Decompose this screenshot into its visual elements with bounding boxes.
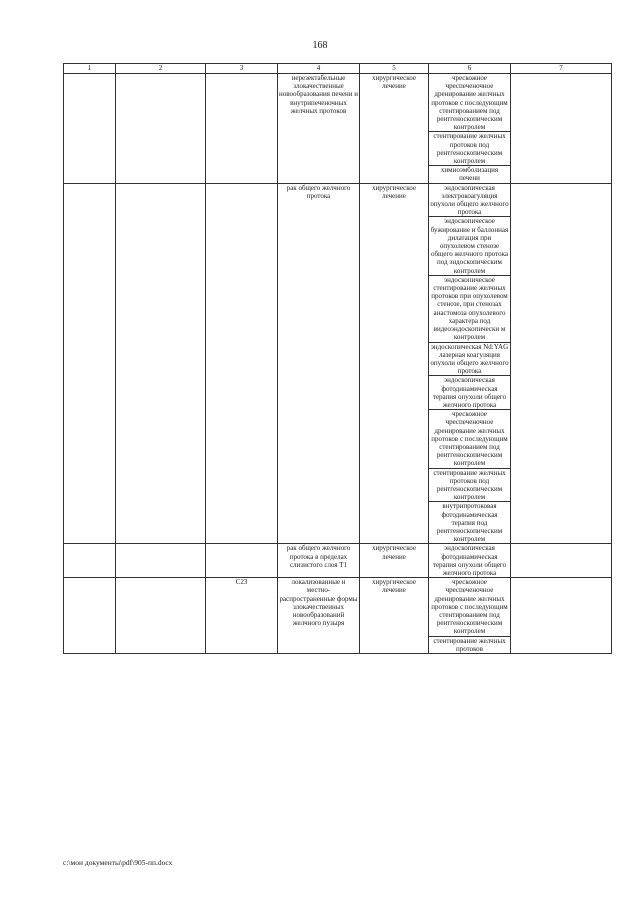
method-cell: химиоэмболизация печени [429,166,511,183]
column-header: 7 [511,64,612,74]
method-cell: чрескожное чреспеченочное дренирование желчных протоков с последующим стентированием под рентгеноскопическим контролем [429,410,511,468]
table-row [64,183,612,217]
column-header: 4 [278,64,360,74]
table-row [64,578,612,636]
column-header: 6 [429,64,511,74]
col1-cell [64,578,116,654]
header-row [64,64,612,74]
method-cell: эндоскопическая фотодинамическая терапия опухоли общего желчного протока [429,376,511,410]
col2-cell [116,74,206,184]
col7-cell [511,578,612,654]
code-cell [206,544,278,578]
services-table [63,63,612,654]
column-header: 5 [360,64,429,74]
method-cell: стентирование желчных протоков под рентгеноскопическим контролем [429,468,511,502]
file-path-footer: c:\мои документы\pdf\905-пп.docx [63,858,173,867]
table-row [64,544,612,578]
col2-cell [116,578,206,654]
treatment-cell: хирургическое лечение [360,544,429,578]
condition-cell: рак общего желчного протока в пределах слизистого слоя T1 [278,544,360,578]
col2-cell [116,183,206,544]
table-row [64,74,612,132]
column-header: 3 [206,64,278,74]
col7-cell [511,74,612,184]
method-cell: эндоскопическая электрокоагуляция опухоли общего желчного протока [430,183,509,217]
treatment-cell: хирургическое лечение [360,74,429,184]
condition-cell: локализованные и местно-распространенные формы злокачественных новообразований желчного пузыря [278,578,360,654]
column-header: 1 [64,64,116,74]
col2-cell [116,544,206,578]
method-cell: стентирование желчных протоков [429,636,511,653]
col7-cell [511,544,612,578]
col1-cell [64,544,116,578]
column-header: 2 [116,64,206,74]
method-cell: эндоскопическое стентирование желчных протоков при опухолевом стенозе, при стенозах анастомоза опухолевого характера под видеоэндоскопически м контролем [429,275,511,342]
method-cell: внутрипротоковая фотодинамическая терапия под рентгеноскопическим контролем [429,502,511,544]
treatment-cell: хирургическое лечение [360,578,429,654]
code-cell [206,183,278,544]
treatment-cell: хирургическое лечение [360,183,429,544]
code-cell [206,74,278,184]
col1-cell [64,183,116,544]
method-cell: чрескожное чреспеченочное дренирование желчных протоков с последующим стентированием под рентгеноскопическим контролем [429,74,511,132]
page-number: 168 [312,40,328,51]
col7-cell [511,183,612,544]
condition-cell: рак общего желчного протока [278,183,360,544]
col1-cell [64,74,116,184]
condition-cell: нерезектабельные злокачественные новообразования печени и внутрипеченочных желчных протоков [278,74,360,184]
method-cell: эндоскопическое бужирование и баллонная дилатация при опухолевом стенозе общего желчного протока под эндоскопическим контролем [429,217,511,275]
method-cell: стентирование желчных протоков под рентгеноскопическим контролем [429,132,511,166]
method-cell: эндоскопическая фотодинамическая терапия опухоли общего желчного протока [429,544,511,578]
method-cell: чрескожное чреспеченочное дренирование желчных протоков с последующим стентированием под рентгеноскопическим контролем [429,578,511,636]
code-cell: C23 [206,578,278,654]
method-cell: эндоскопическая Nd:YAG лазерная коагуляция опухоли общего желчного протока [430,342,509,376]
